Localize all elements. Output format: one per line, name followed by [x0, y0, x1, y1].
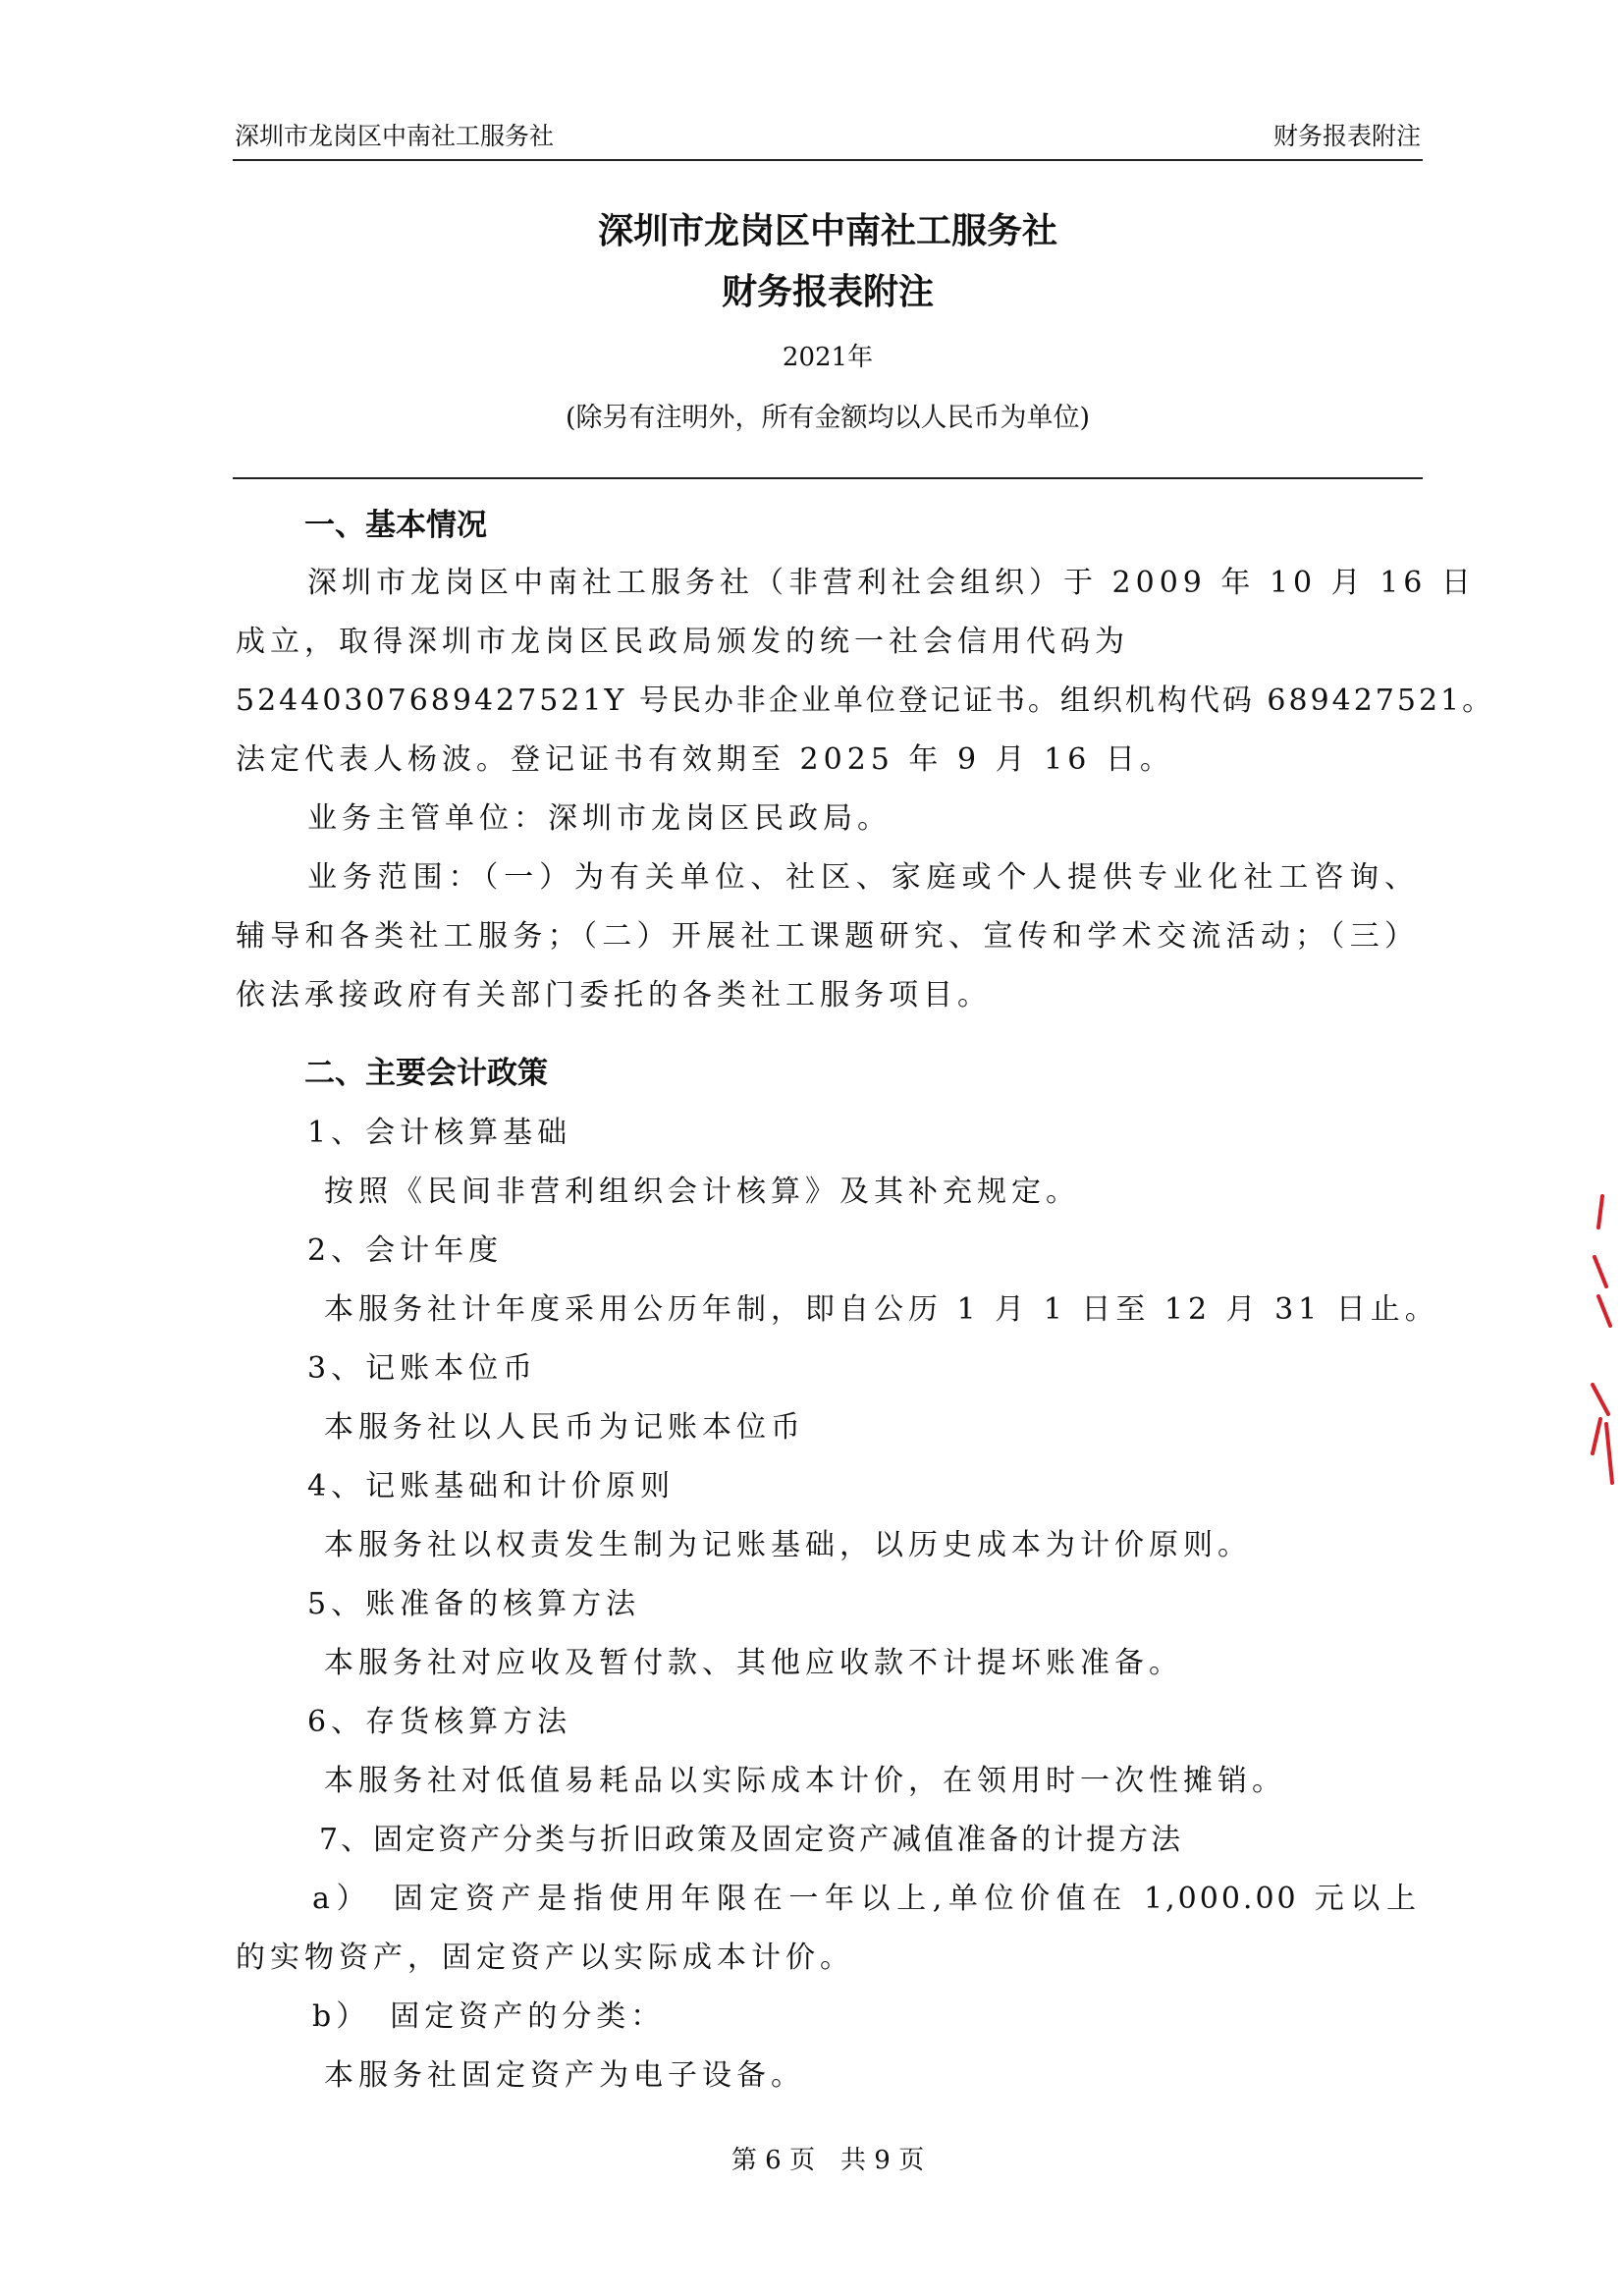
- section1-line: 法定代表人杨波。登记证书有效期至 2025 年 9 月 16 日。: [236, 742, 1174, 777]
- report-year: 2021年: [782, 343, 874, 372]
- policy-item-title: 2、会计年度: [307, 1233, 504, 1268]
- policy-item-title: 5、账准备的核算方法: [307, 1587, 641, 1621]
- scope-line: 辅导和各类社工服务；（二）开展社工课题研究、宣传和学术交流活动；（三）: [236, 919, 1419, 954]
- policy-item-title: 1、会计核算基础: [307, 1116, 572, 1150]
- section1-heading: 一、基本情况: [304, 508, 487, 543]
- title-divider: [233, 477, 1423, 479]
- section2-heading: 二、主要会计政策: [304, 1056, 548, 1091]
- policy-item7-b-title: b） 固定资产的分类：: [312, 1999, 666, 2034]
- policy-item-body: 本服务社对低值易耗品以实际成本计价，在领用时一次性摊销。: [324, 1764, 1286, 1798]
- supervisor-line: 业务主管单位：深圳市龙岗区民政局。: [307, 801, 892, 836]
- policy-item-body: 本服务社以权责发生制为记账基础，以历史成本为计价原则。: [324, 1528, 1252, 1562]
- header-doc: 财务报表附注: [1272, 122, 1421, 150]
- section1-line: 成立，取得深圳市龙岗区民政局颁发的统一社会信用代码为: [236, 625, 1129, 659]
- title-line1: 深圳市龙岗区中南社工服务社: [597, 211, 1057, 251]
- policy-item-title: 6、存货核算方法: [307, 1705, 572, 1739]
- scope-line: 依法承接政府有关部门委托的各类社工服务项目。: [236, 978, 992, 1012]
- policy-item7-b-body: 本服务社固定资产为电子设备。: [324, 2058, 805, 2093]
- policy-item-body: 本服务社对应收及暂付款、其他应收款不计提坏账准备。: [324, 1646, 1183, 1680]
- currency-note: (除另有注明外，所有金额均以人民币为单位): [565, 403, 1091, 433]
- section1-line: 52440307689427521Y 号民办非企业单位登记证书。组织机构代码 689427521。: [236, 683, 1495, 718]
- policy-item-body: 按照《民间非营利组织会计核算》及其补充规定。: [324, 1175, 1080, 1209]
- title-line2: 财务报表附注: [721, 272, 934, 312]
- policy-item-title: 3、记账本位币: [307, 1351, 538, 1386]
- policy-item7-title: 7、固定资产分类与折旧政策及固定资产减值准备的计提方法: [319, 1823, 1184, 1857]
- seal-stamp-fragment: [1589, 1188, 1618, 1493]
- scope-line: 业务范围：（一）为有关单位、社区、家庭或个人提供专业化社工咨询、: [307, 860, 1419, 895]
- policy-item7-a-line1: a） 固定资产是指使用年限在一年以上,单位价值在 1,000.00 元以上: [312, 1882, 1419, 1916]
- section1-line: 深圳市龙岗区中南社工服务社（非营利社会组织）于 2009 年 10 月 16 日: [307, 566, 1476, 600]
- page-number: 第 6 页 共 9 页: [730, 2146, 925, 2175]
- policy-item-body: 本服务社以人民币为记账本位币: [324, 1410, 805, 1445]
- policy-item-body: 本服务社计年度采用公历年制，即自公历 1 月 1 日至 12 月 31 日止。: [324, 1292, 1439, 1327]
- policy-item7-a-line2: 的实物资产，固定资产以实际成本计价。: [236, 1941, 854, 1975]
- policy-item-title: 4、记账基础和计价原则: [307, 1469, 676, 1503]
- header-org: 深圳市龙岗区中南社工服务社: [235, 122, 555, 150]
- page-header: [233, 120, 1423, 161]
